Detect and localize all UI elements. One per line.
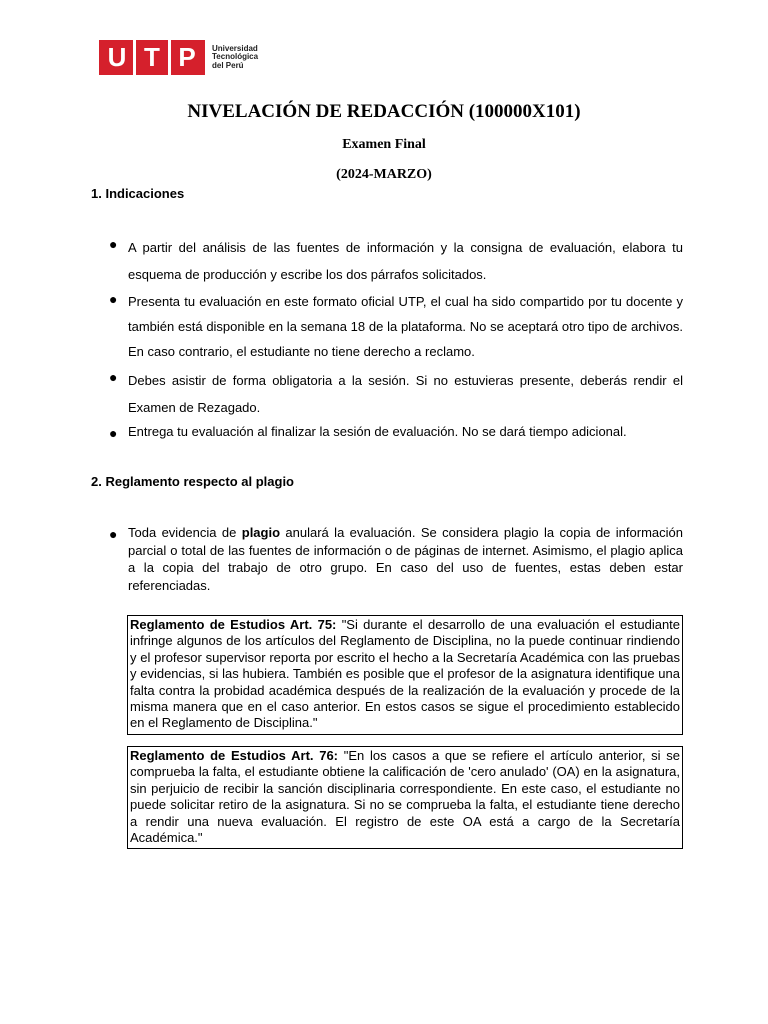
list-item — [109, 423, 683, 441]
document-period: (2024-MARZO) — [336, 167, 432, 182]
logo-letter-t: T — [144, 42, 160, 72]
plagio-text-end: anulará la evaluación. Se considera plagio la copia de información parcial o total de las fuentes de información o de páginas de internet. Asimismo, el plagio aplica a la copia del trabajo de otro grupo. En caso del uso de fuentes, estas deben estar referenciadas. — [128, 525, 683, 593]
bullet-icon: ● — [109, 369, 118, 385]
regulation-label: Reglamento de Estudios Art. 75: — [130, 617, 337, 632]
list-item — [109, 367, 683, 421]
regulation-text: "En los casos a que se refiere el artículo anterior, si se comprueba la falta, el estudiante obtiene la calificación de 'cero anulado' (OA) en la asignatura, sin perjuicio de recibir la sanción disciplinaria correspondiente. En este caso, el estudiante no puede solicitar retiro de la asignatura. Si no se comprueba la falta, el estudiante tiene derecho a rendir una nueva evaluación. El registro de este OA está a cargo de la Secretaría Académica." — [130, 748, 680, 846]
bullet-text: Entrega tu evaluación al finalizar la sesión de evaluación. No se dará tiempo adicional. — [128, 424, 627, 439]
regulation-label: Reglamento de Estudios Art. 76: — [130, 748, 339, 763]
section-heading-indicaciones: 1. Indicaciones — [91, 186, 185, 201]
logo-university-name — [212, 45, 258, 71]
utp-logo-mark — [99, 40, 205, 75]
logo-line-1: Universidad — [212, 43, 258, 53]
list-item — [109, 289, 683, 364]
plagio-text-start: Toda evidencia de — [128, 525, 242, 540]
section-heading-plagio: 2. Reglamento respecto al plagio — [91, 474, 294, 489]
plagio-keyword: plagio — [241, 525, 281, 540]
bullet-text: Debes asistir de forma obligatoria a la sesión. Si no estuvieras presente, deberás rendir el Examen de Rezagado. — [128, 373, 683, 415]
regulation-box-art-76 — [127, 746, 683, 849]
utp-logo — [99, 40, 258, 75]
document-subtitle: Examen Final — [342, 137, 426, 152]
document-title: NIVELACIÓN DE REDACCIÓN (100000X101) — [187, 101, 581, 122]
logo-line-3: del Perú — [212, 60, 244, 70]
logo-letter-u: U — [107, 42, 127, 72]
bullet-icon: ● — [109, 291, 118, 307]
list-item — [109, 234, 683, 288]
regulation-box-art-75 — [127, 615, 683, 735]
bullet-text — [128, 524, 683, 594]
bullet-text: Presenta tu evaluación en este formato oficial UTP, el cual ha sido compartido por tu docente y también está disponible en la semana 18 de la plataforma. No se aceptará otro tipo de archivos. En caso contrario, el estudiante no tiene derecho a reclamo. — [128, 294, 683, 359]
logo-letter-p: P — [178, 42, 196, 72]
list-item — [109, 524, 683, 594]
bullet-text: A partir del análisis de las fuentes de información y la consigna de evaluación, elabora tu esquema de producción y escribe los dos párrafos solicitados. — [128, 240, 683, 282]
bullet-icon: ● — [109, 236, 118, 252]
logo-line-2: Tecnológica — [212, 52, 259, 62]
bullet-icon: ● — [109, 526, 118, 542]
regulation-text: "Si durante el desarrollo de una evaluación el estudiante infringe algunos de los artículos del Reglamento de Disciplina, no la puede continuar rindiendo y el profesor supervisor reporta por escrito el hecho a la Secretaría Académica con las pruebas y evidencias, si las hubiera. También es posible que el profesor de la asignatura identifique una falta contra la probidad académica después de la realización de la evaluación y procede de la misma manera que en el caso anterior. En estos casos se sigue el procedimiento establecido en el Reglamento de Disciplina." — [130, 617, 681, 731]
bullet-icon: ● — [109, 425, 118, 441]
